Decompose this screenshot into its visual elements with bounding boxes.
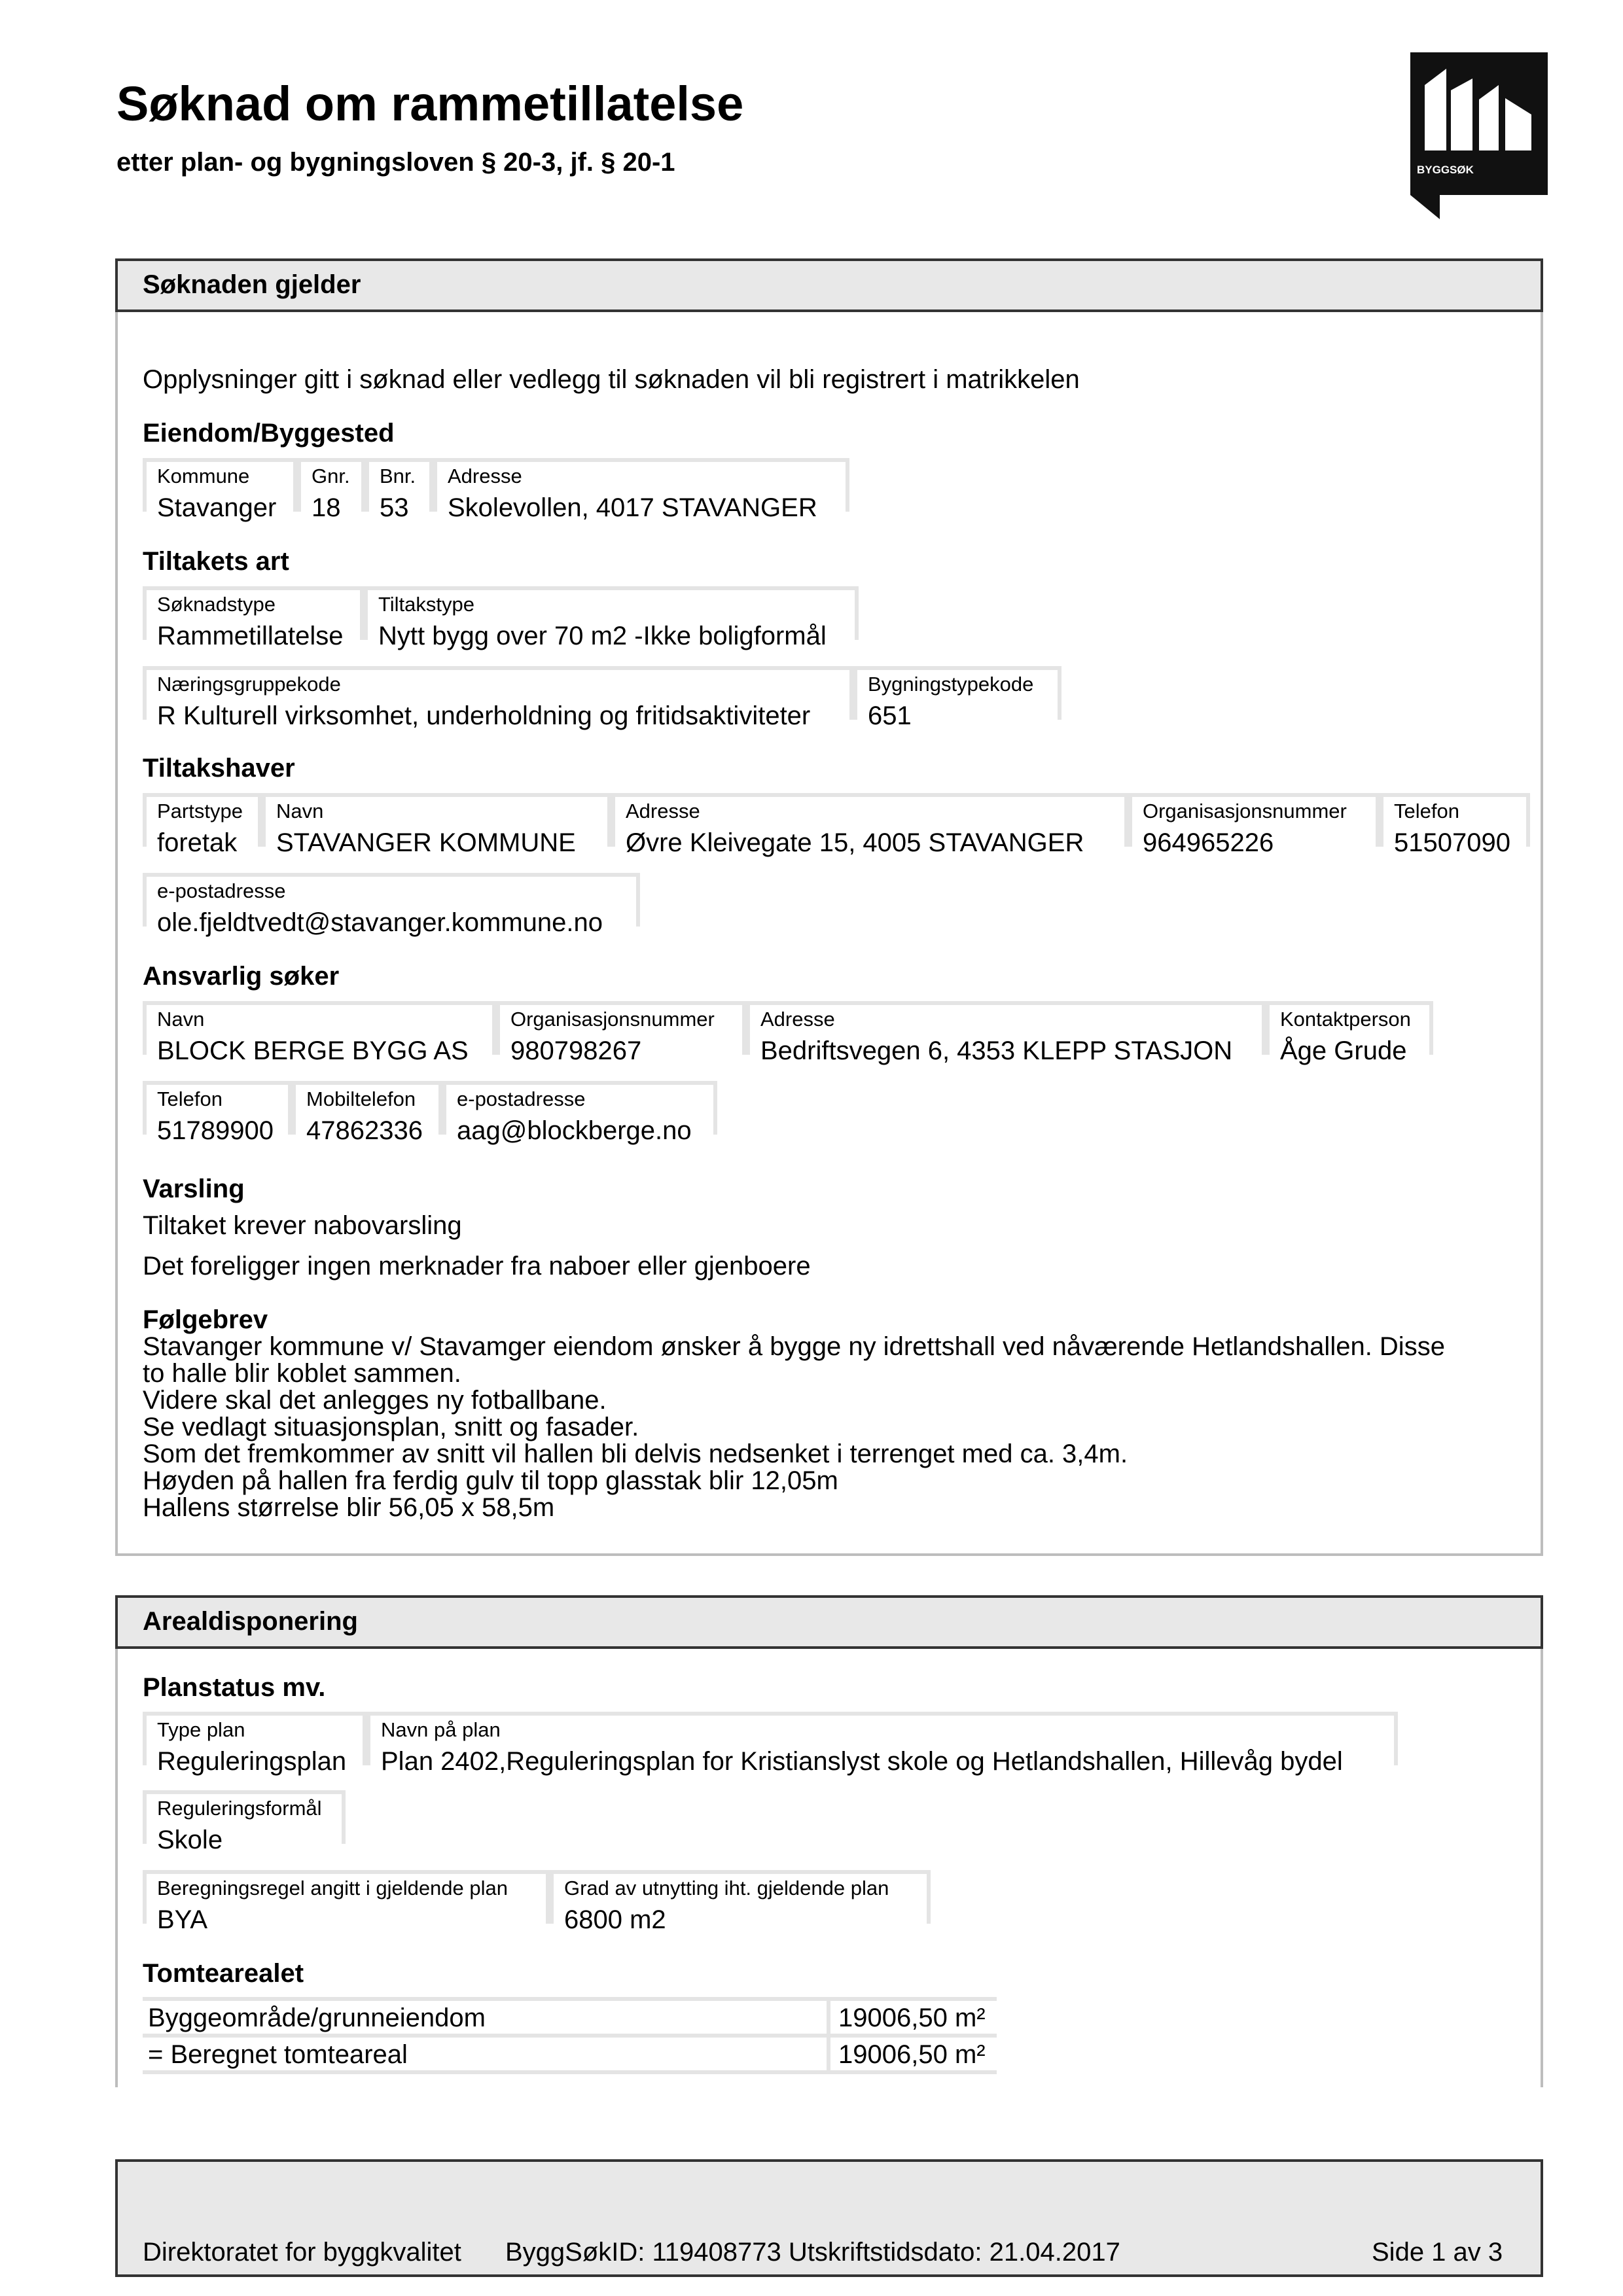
gnr-field [297, 458, 365, 522]
grad-av-utnytting-field [550, 1870, 931, 1934]
eiendom-adresse-value: Skolevollen, 4017 STAVANGER [448, 493, 817, 522]
row-value: 19006,50 m² [838, 2040, 986, 2069]
table-row [143, 2034, 997, 2074]
kontaktperson-field [1266, 1001, 1433, 1065]
ansvarlig-mobil-field [292, 1081, 442, 1145]
naeringsgruppekode-value: R Kulturell virksomhet, underholdning og fritidsaktiviteter [157, 701, 811, 730]
tiltakshaver-heading: Tiltakshaver [143, 754, 295, 783]
beregningsregel-field [143, 1870, 550, 1934]
tiltakshaver-orgnr-value: 964965226 [1143, 828, 1274, 857]
tiltakstype-field [364, 586, 859, 650]
reguleringsformal-field [143, 1790, 346, 1854]
ansvarlig-soker-heading: Ansvarlig søker [143, 962, 340, 991]
page-footer [115, 2159, 1543, 2277]
kommune-value: Stavanger [157, 493, 277, 522]
beregningsregel-label: Beregningsregel angitt i gjeldende plan [157, 1877, 508, 1899]
ansvarlig-navn-field [143, 1001, 496, 1065]
navn-pa-plan-label: Navn på plan [381, 1718, 501, 1741]
ansvarlig-adresse-field [746, 1001, 1266, 1065]
partstype-value: foretak [157, 828, 238, 857]
ansvarlig-adresse-label: Adresse [760, 1008, 835, 1031]
ansvarlig-navn-label: Navn [157, 1008, 205, 1031]
table-row [143, 1997, 997, 2034]
kontaktperson-value: Åge Grude [1280, 1036, 1407, 1065]
tiltakshaver-epost-label: e-postadresse [157, 879, 286, 902]
eiendom-adresse-field [433, 458, 849, 522]
bygningstypekode-field [853, 666, 1061, 730]
footer-org: Direktoratet for byggkvalitet [143, 2238, 461, 2267]
kommune-field [143, 458, 297, 522]
varsling-heading: Varsling [143, 1174, 245, 1203]
partstype-label: Partstype [157, 800, 243, 822]
ansvarlig-telefon-value: 51789900 [157, 1116, 274, 1145]
kontaktperson-label: Kontaktperson [1280, 1008, 1411, 1031]
tiltakstype-label: Tiltakstype [378, 593, 475, 616]
soknadstype-value: Rammetillatelse [157, 622, 344, 650]
kommune-label: Kommune [157, 465, 250, 487]
tiltakshaver-epost-field [143, 873, 640, 937]
tomtearealet-heading: Tomtearealet [143, 1959, 304, 1988]
ansvarlig-navn-value: BLOCK BERGE BYGG AS [157, 1036, 469, 1065]
tiltakshaver-navn-field [262, 793, 611, 857]
reguleringsformal-value: Skole [157, 1826, 223, 1854]
navn-pa-plan-value: Plan 2402,Reguleringsplan for Kristianslyst skole og Hetlandshallen, Hillevåg bydel [381, 1747, 1343, 1776]
folgebrev-heading: Følgebrev [143, 1305, 268, 1334]
bygningstypekode-label: Bygningstypekode [868, 673, 1034, 696]
tiltakshaver-telefon-value: 51507090 [1394, 828, 1510, 857]
tiltakshaver-adresse-field [611, 793, 1128, 857]
bnr-label: Bnr. [380, 465, 416, 487]
logo-text: BYGGSØK [1417, 164, 1474, 176]
tiltakshaver-adresse-value: Øvre Kleivegate 15, 4005 STAVANGER [626, 828, 1084, 857]
footer-id: ByggSøkID: 119408773 Utskriftstidsdato: 21.04.2017 [505, 2238, 1120, 2267]
tiltakshaver-orgnr-field [1128, 793, 1380, 857]
page-title: Søknad om rammetillatelse [116, 77, 744, 131]
ansvarlig-mobil-label: Mobiltelefon [306, 1087, 416, 1110]
page-subtitle: etter plan- og bygningsloven § 20-3, jf. § 20-1 [116, 148, 675, 177]
tiltakshaver-telefon-field [1380, 793, 1530, 857]
beregningsregel-value: BYA [157, 1905, 208, 1934]
soknadstype-label: Søknadstype [157, 593, 276, 616]
ansvarlig-epost-label: e-postadresse [457, 1087, 586, 1110]
partstype-field [143, 793, 262, 857]
reguleringsformal-label: Reguleringsformål [157, 1797, 322, 1820]
bnr-value: 53 [380, 493, 409, 522]
bnr-field [365, 458, 433, 522]
tiltakshaver-navn-value: STAVANGER KOMMUNE [276, 828, 576, 857]
tiltakshaver-orgnr-label: Organisasjonsnummer [1143, 800, 1347, 822]
tiltakets-art-heading: Tiltakets art [143, 547, 289, 576]
folgebrev-text: Stavanger kommune v/ Stavamger eiendom ønsker å bygge ny idrettshall ved nåværende Hetlandshallen. Disse to halle blir koblet sammen. Videre skal det anlegges ny fotballbane. Se vedlagt situasjonsplan, snitt og fasader. Som det fremkommer av snitt vil hallen bli delvis nedsenket i terrenget med ca. 3,4m. Høyden på hallen fra ferdig gulv til topp glasstak blir 12,05m Hallens størrelse blir 56,05 x 58,5m [143, 1332, 1445, 1522]
planstatus-heading: Planstatus mv. [143, 1673, 326, 1702]
ansvarlig-epost-field [442, 1081, 717, 1145]
ansvarlig-epost-value: aag@blockberge.no [457, 1116, 692, 1145]
tiltakshaver-epost-value: ole.fjeldtvedt@stavanger.kommune.no [157, 908, 603, 937]
type-plan-value: Reguleringsplan [157, 1747, 347, 1776]
row-label: = Beregnet tomteareal [148, 2040, 408, 2069]
column-divider [827, 2001, 830, 2034]
ansvarlig-telefon-label: Telefon [157, 1087, 223, 1110]
type-plan-label: Type plan [157, 1718, 245, 1741]
gnr-label: Gnr. [312, 465, 350, 487]
eiendom-adresse-label: Adresse [448, 465, 522, 487]
ansvarlig-adresse-value: Bedriftsvegen 6, 4353 KLEPP STASJON [760, 1036, 1233, 1065]
bygningstypekode-value: 651 [868, 701, 912, 730]
navn-pa-plan-field [366, 1712, 1398, 1776]
row-label: Byggeområde/grunneiendom [148, 2004, 486, 2032]
varsling-line-2: Det foreligger ingen merknader fra naboer eller gjenboere [143, 1252, 811, 1280]
gnr-value: 18 [312, 493, 341, 522]
section-heading: Arealdisponering [115, 1595, 1543, 1649]
ansvarlig-orgnr-label: Organisasjonsnummer [510, 1008, 715, 1031]
eiendom-heading: Eiendom/Byggested [143, 419, 395, 448]
ansvarlig-orgnr-value: 980798267 [510, 1036, 642, 1065]
grad-av-utnytting-value: 6800 m2 [564, 1905, 666, 1934]
tiltakshaver-navn-label: Navn [276, 800, 324, 822]
tiltakstype-value: Nytt bygg over 70 m2 -Ikke boligformål [378, 622, 827, 650]
naeringsgruppekode-label: Næringsgruppekode [157, 673, 341, 696]
ansvarlig-mobil-value: 47862336 [306, 1116, 423, 1145]
grad-av-utnytting-label: Grad av utnytting iht. gjeldende plan [564, 1877, 889, 1899]
ansvarlig-orgnr-field [496, 1001, 746, 1065]
ansvarlig-telefon-field [143, 1081, 292, 1145]
row-value: 19006,50 m² [838, 2004, 986, 2032]
naeringsgruppekode-field [143, 666, 853, 730]
section-heading: Søknaden gjelder [115, 258, 1543, 312]
type-plan-field [143, 1712, 366, 1776]
soknadstype-field [143, 586, 364, 650]
tiltakshaver-adresse-label: Adresse [626, 800, 700, 822]
tiltakshaver-telefon-label: Telefon [1394, 800, 1459, 822]
varsling-line-1: Tiltaket krever nabovarsling [143, 1211, 462, 1240]
footer-page-number: Side 1 av 3 [1372, 2238, 1503, 2267]
column-divider [827, 2038, 830, 2070]
byggsok-logo [1410, 52, 1548, 219]
intro-text: Opplysninger gitt i søknad eller vedlegg til søknaden vil bli registrert i matrikkelen [143, 365, 1080, 394]
